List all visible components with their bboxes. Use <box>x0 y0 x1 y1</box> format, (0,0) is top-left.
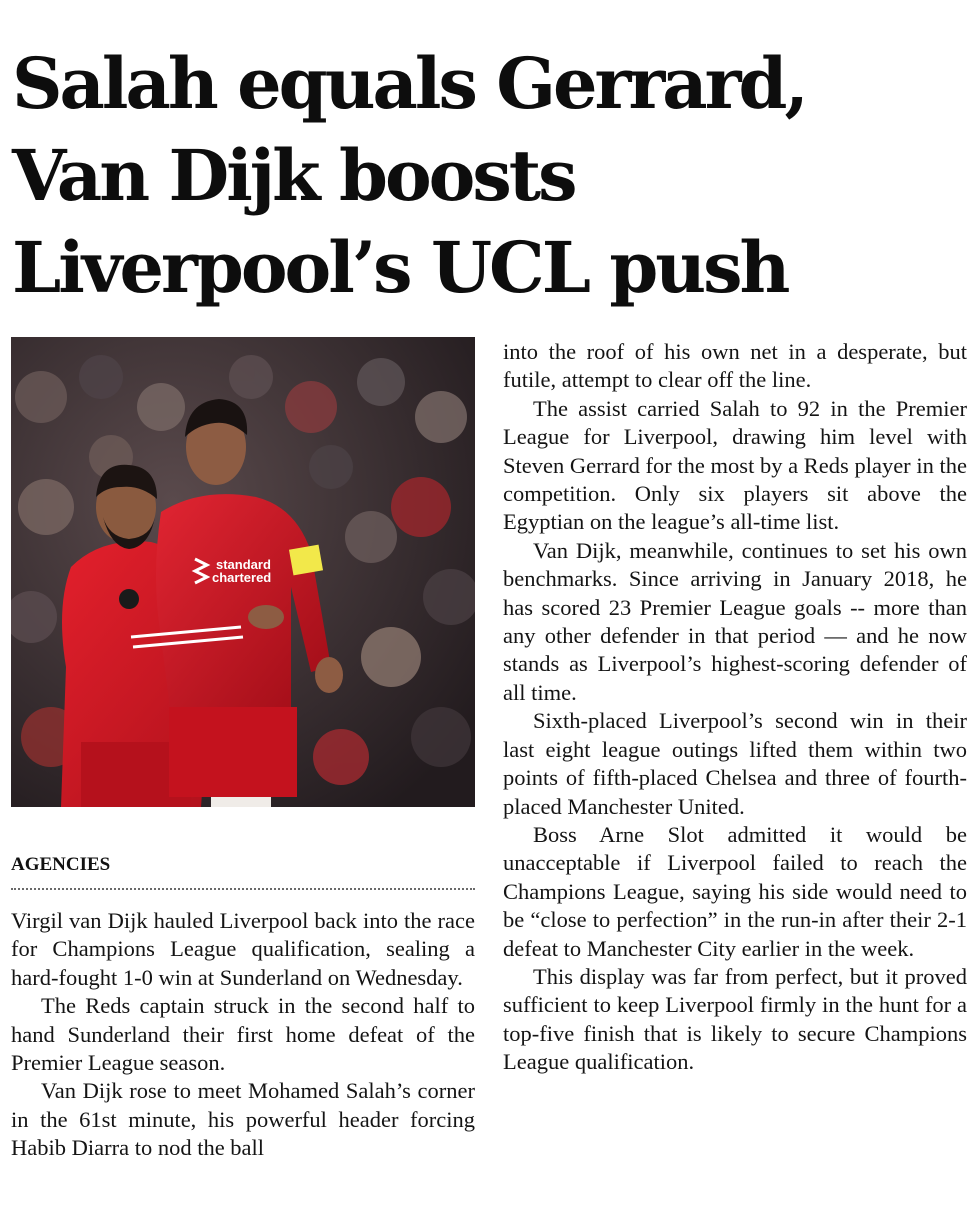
headline-line-1: Salah equals Gerrard, <box>12 42 806 125</box>
sponsor-text-1: standard <box>216 557 271 572</box>
body-paragraph: Virgil van Dijk hauled Liverpool back into the race for Champions League qualification, sealing a hard-fought 1-0 win at Sunderland on Wednesday. <box>11 908 475 990</box>
byline-divider <box>11 888 475 890</box>
body-paragraph: into the roof of his own net in a desperate, but futile, attempt to clear off the line. <box>503 339 967 393</box>
body-paragraph: Van Dijk rose to meet Mohamed Salah’s corner in the 61st minute, his powerful header forcing Habib Diarra to nod the ball <box>11 1078 475 1161</box>
body-paragraph: The assist carried Salah to 92 in the Premier League for Liverpool, drawing him level with Steven Gerrard for the most by a Reds player in the competition. Only six players sit above the Egyptian on the league’s all-time list. <box>503 395 967 535</box>
body-paragraph: Sixth-placed Liverpool’s second win in their last eight league outings lifted them within two points of fifth-placed Chelsea and three of fourth-placed Manchester United. <box>503 708 967 819</box>
headline-line-2: Van Dijk boosts <box>12 134 575 217</box>
article-column-right <box>503 338 967 1077</box>
byline: AGENCIES <box>11 854 111 875</box>
article-photo <box>11 337 475 807</box>
article-column-left <box>11 907 475 1163</box>
body-paragraph: Van Dijk, meanwhile, continues to set his own benchmarks. Since arriving in January 2018, he has scored 23 Premier League goals -- more than any other defender in that period — and he now stands as Liverpool’s highest-scoring defender of all time. <box>503 537 967 705</box>
body-paragraph: The Reds captain struck in the second half to hand Sunderland their first home defeat of the Premier League season. <box>11 993 475 1076</box>
body-paragraph: This display was far from perfect, but it proved sufficient to keep Liverpool firmly in the hunt for a top-five finish that is likely to secure Champions League qualification. <box>503 963 967 1075</box>
headline-line-3: Liverpool’s UCL push <box>12 226 788 309</box>
body-paragraph: Boss Arne Slot admitted it would be unacceptable if Liverpool failed to reach the Champions League, saying his side would need to be “close to perfection” in the run-in after their 2-1 defeat to Manchester City earlier in the week. <box>503 821 967 961</box>
sponsor-text-2: chartered <box>212 570 272 585</box>
headline <box>12 38 972 314</box>
